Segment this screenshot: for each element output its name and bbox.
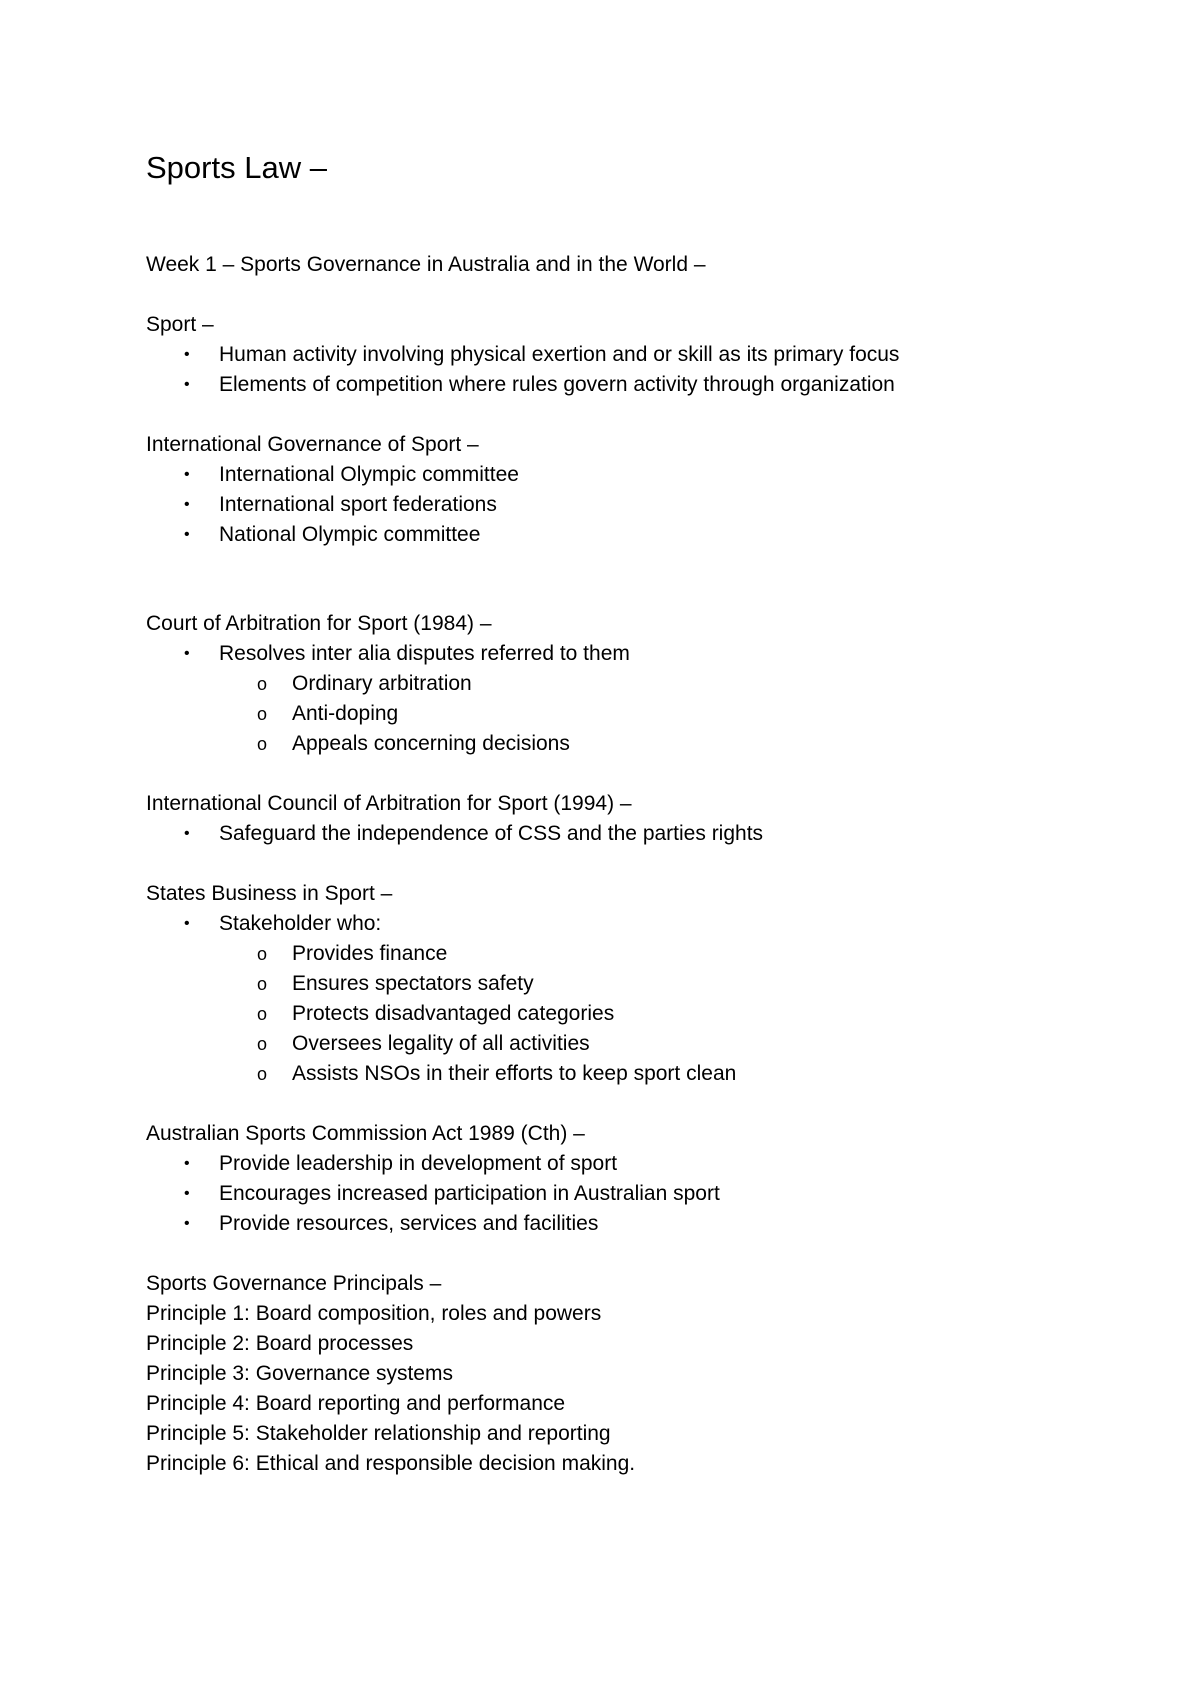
list-item: Provide leadership in development of sport <box>219 1152 618 1175</box>
international-governance-heading: International Governance of Sport – <box>146 433 479 456</box>
list-item: Stakeholder who: <box>219 912 382 935</box>
sub-bullet-icon: o <box>257 1064 268 1084</box>
sub-bullet-icon: o <box>257 1004 268 1024</box>
sport-heading: Sport – <box>146 313 214 336</box>
week-heading: Week 1 – Sports Governance in Australia and in the World – <box>146 253 706 276</box>
list-item: Elements of competition where rules govern activity through organization <box>219 373 895 396</box>
sub-list-item: Oversees legality of all activities <box>292 1032 590 1055</box>
principle-line: Principle 2: Board processes <box>146 1332 414 1355</box>
principle-line: Principle 3: Governance systems <box>146 1362 453 1385</box>
states-business-heading: States Business in Sport – <box>146 882 393 905</box>
principle-line: Principle 4: Board reporting and performance <box>146 1392 566 1415</box>
list-item: Resolves inter alia disputes referred to them <box>219 642 630 665</box>
list-item: International sport federations <box>219 493 497 516</box>
list-item: Safeguard the independence of CSS and the parties rights <box>219 822 764 845</box>
sub-bullet-icon: o <box>257 974 268 994</box>
sub-bullet-icon: o <box>257 1034 268 1054</box>
list-item: Provide resources, services and facilities <box>219 1212 599 1235</box>
sub-list-item: Appeals concerning decisions <box>292 732 570 755</box>
document-title: Sports Law – <box>146 150 327 185</box>
sub-bullet-icon: o <box>257 734 268 754</box>
sub-list-item: Protects disadvantaged categories <box>292 1002 615 1025</box>
bullet-icon: • <box>184 526 190 543</box>
principle-line: Principle 5: Stakeholder relationship and reporting <box>146 1422 611 1445</box>
sub-list-item: Anti-doping <box>292 702 399 725</box>
bullet-icon: • <box>184 645 190 662</box>
sub-list-item: Ensures spectators safety <box>292 972 534 995</box>
sub-list-item: Provides finance <box>292 942 448 965</box>
list-item: Encourages increased participation in Australian sport <box>219 1182 720 1205</box>
cas-heading: Court of Arbitration for Sport (1984) – <box>146 612 492 635</box>
list-item: International Olympic committee <box>219 463 519 486</box>
sub-list-item: Ordinary arbitration <box>292 672 472 695</box>
list-item: Human activity involving physical exertion and or skill as its primary focus <box>219 343 900 366</box>
bullet-icon: • <box>184 1185 190 1202</box>
bullet-icon: • <box>184 1215 190 1232</box>
bullet-icon: • <box>184 496 190 513</box>
bullet-icon: • <box>184 376 190 393</box>
bullet-icon: • <box>184 1155 190 1172</box>
sub-bullet-icon: o <box>257 704 268 724</box>
list-item: National Olympic committee <box>219 523 481 546</box>
bullet-icon: • <box>184 346 190 363</box>
asc-act-heading: Australian Sports Commission Act 1989 (Cth) – <box>146 1122 585 1145</box>
principle-line: Principle 1: Board composition, roles and powers <box>146 1302 602 1325</box>
bullet-icon: • <box>184 825 190 842</box>
principles-heading: Sports Governance Principals – <box>146 1272 442 1295</box>
sub-bullet-icon: o <box>257 944 268 964</box>
sub-list-item: Assists NSOs in their efforts to keep sport clean <box>292 1062 737 1085</box>
principle-line: Principle 6: Ethical and responsible decision making. <box>146 1452 636 1475</box>
sub-bullet-icon: o <box>257 674 268 694</box>
bullet-icon: • <box>184 915 190 932</box>
icas-heading: International Council of Arbitration for Sport (1994) – <box>146 792 632 815</box>
bullet-icon: • <box>184 466 190 483</box>
